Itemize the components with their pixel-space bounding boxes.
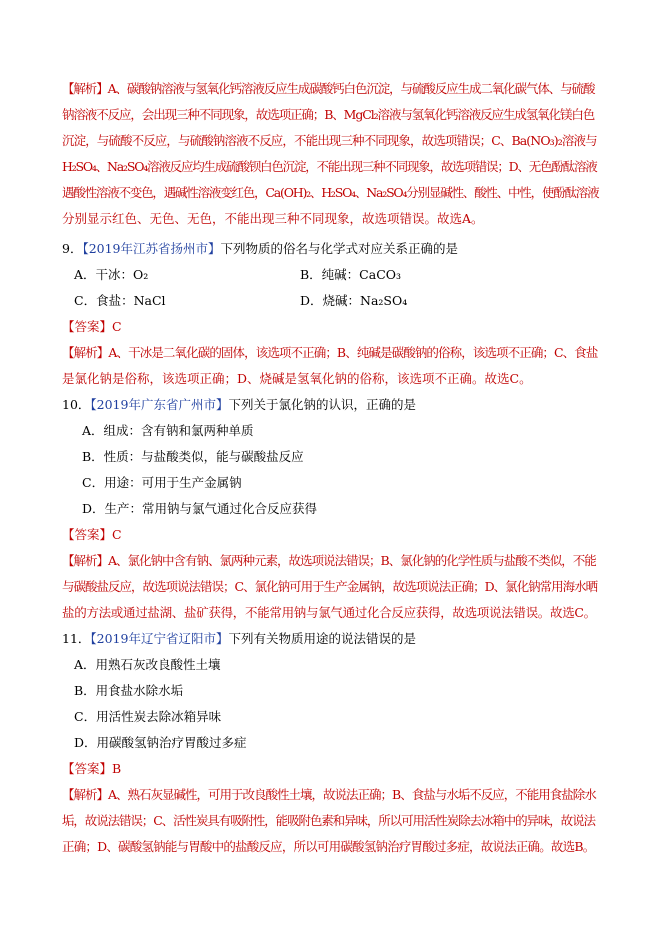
q11-explain-line-3: 正确；D、碳酸氢钠能与胃酸中的盐酸反应，所以可用碳酸氢钠治疗胃酸过多症，故说法正确。故选B。: [62, 839, 595, 854]
q8-explain-line-4: H₂SO₄、Na₂SO₄溶液反应均生成硫酸钡白色沉淀，不能出现三种不同现象，故选项错误；D、无色酚酞溶液: [62, 159, 597, 174]
explain-label: 【解析】: [62, 81, 108, 96]
question-source: 【2019年广东省广州市】: [90, 397, 229, 412]
q9-answer: 【答案】C: [62, 319, 122, 334]
q9-option-c: C．食盐：NaCl: [74, 293, 166, 308]
q8-explain-line-1: 【解析】A、碳酸钠溶液与氢氧化钙溶液反应生成碳酸钙白色沉淀，与硫酸反应生成二氧化碳气体、与硫酸: [62, 81, 595, 96]
q11-explain-line-1: 【解析】A、熟石灰显碱性，可用于改良酸性土壤，故说法正确；B、食盐与水垢不反应，不能用食盐除水: [62, 787, 596, 802]
q10-answer: 【答案】C: [62, 527, 122, 542]
question-9-stem: 9．【2019年江苏省扬州市】下列物质的俗名与化学式对应关系正确的是: [62, 241, 459, 256]
q10-explain-line-2: 与碳酸盐反应，故选项说法错误；C、氯化钠可用于生产金属钠，故选项说法正确；D、氯化钠常用海水晒: [62, 579, 598, 594]
q11-explain-line-2: 垢，故说法错误；C、活性炭具有吸附性，能吸附色素和异味，所以可用活性炭除去冰箱中的异味，故说法: [62, 813, 595, 828]
q10-explain-line-1: 【解析】A、氯化钠中含有钠、氯两种元素，故选项说法错误；B、氯化钠的化学性质与盐酸不类似，不能: [62, 553, 596, 568]
q10-explain-line-3: 盐的方法或通过盐湖、盐矿获得，不能常用钠与氯气通过化合反应获得，故选项说法错误。故选C。: [62, 605, 596, 620]
q8-explain-line-3: 沉淀，与硫酸不反应，与硫酸钠溶液不反应，不能出现三种不同现象，故选项错误；C、Ba(NO₃)₂溶液与: [62, 133, 597, 148]
q11-option-c: C．用活性炭去除冰箱异味: [74, 709, 222, 724]
q11-answer: 【答案】B: [62, 761, 122, 776]
q11-option-a: A．用熟石灰改良酸性土壤: [74, 657, 221, 672]
q10-option-a: A．组成：含有钠和氯两种单质: [82, 423, 254, 438]
question-source: 【2019年辽宁省辽阳市】: [90, 631, 229, 646]
q10-option-c: C．用途：可用于生产金属钠: [82, 475, 242, 490]
q9-option-b: B．纯碱：CaCO₃: [300, 267, 402, 282]
q9-option-d: D．烧碱：Na₂SO₄: [300, 293, 408, 308]
q9-explain-line-1: 【解析】A、干冰是二氧化碳的固体，该选项不正确；B、纯碱是碳酸钠的俗称，该选项不正确；C、食盐: [62, 345, 598, 360]
question-11-stem: 11．【2019年辽宁省辽阳市】下列有关物质用途的说法错误的是: [62, 631, 416, 646]
q8-explain-line-6: 分别显示红色、无色、无色，不能出现三种不同现象，故选项错误。故选A。: [62, 211, 484, 226]
q8-explain-line-5: 遇酸性溶液不变色，遇碱性溶液变红色，Ca(OH)₂、H₂SO₄、Na₂SO₄分别显碱性、酸性、中性，使酚酞溶液: [62, 185, 599, 200]
q11-option-d: D．用碳酸氢钠治疗胃酸过多症: [74, 735, 247, 750]
q10-option-d: D．生产：常用钠与氯气通过化合反应获得: [82, 501, 318, 516]
q9-explain-line-2: 是氯化钠是俗称，该选项正确；D、烧碱是氢氧化钠的俗称，该选项不正确。故选C。: [62, 371, 532, 386]
question-10-stem: 10．【2019年广东省广州市】下列关于氯化钠的认识，正确的是: [62, 397, 416, 412]
q9-option-a: A．干冰：O₂: [74, 267, 149, 282]
q8-explain-line-2: 钠溶液不反应，会出现三种不同现象，故选项正确；B、MgCl₂溶液与氢氧化钙溶液反应生成氢氧化镁白色: [62, 107, 595, 122]
q10-option-b: B．性质：与盐酸类似，能与碳酸盐反应: [82, 449, 304, 464]
q11-option-b: B．用食盐水除水垢: [74, 683, 184, 698]
question-source: 【2019年江苏省扬州市】: [82, 241, 221, 256]
